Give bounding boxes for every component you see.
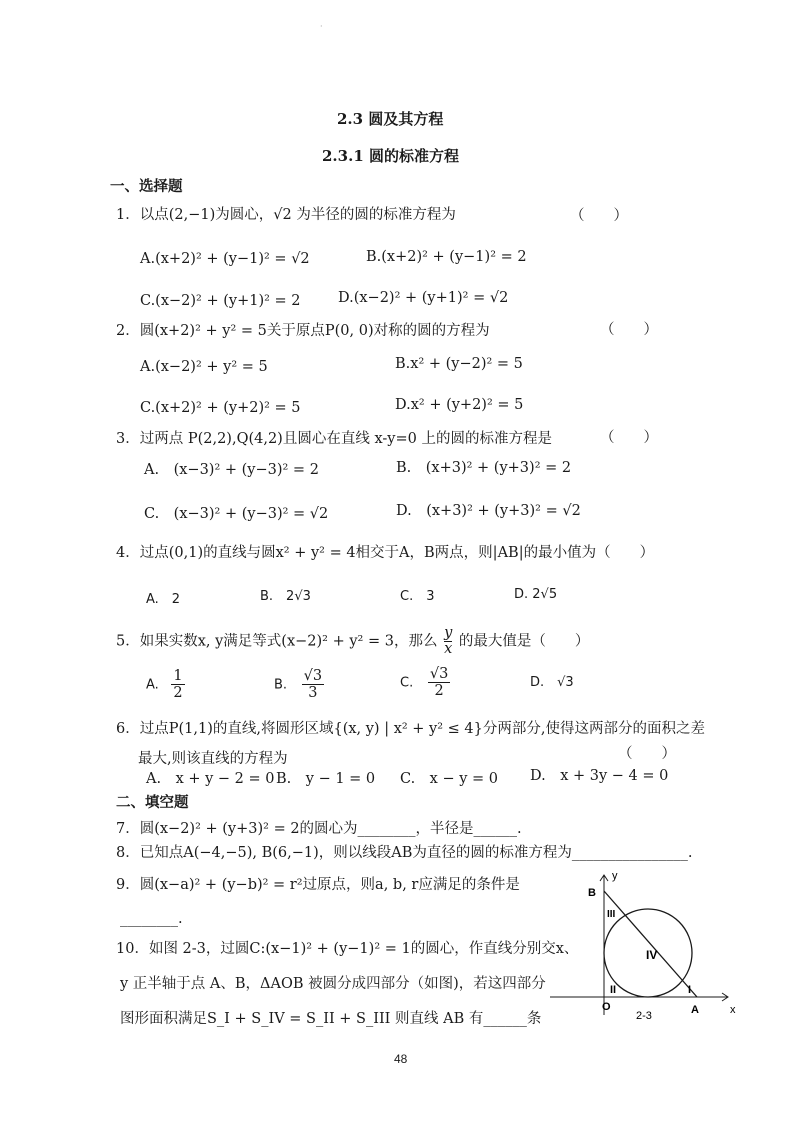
question-5-option-a [146,668,185,701]
question-3-answer-bracket: （ ） [600,430,658,446]
question-9-line-2: ________. [120,911,183,927]
question-6-stem: 6．过点P(1,1)的直线,将圆形区域{(x, y) | x² + y² ≤ 4}分两部分,使得这两部分的面积之差 [116,721,705,737]
question-10-line-1: 10．如图 2-3，过圆C:(x−1)² + (y−1)² = 1的圆心，作直线分别交x、 [116,941,579,957]
question-3-stem: 3．过两点 P(2,2),Q(4,2)且圆心在直线 x-y=0 上的圆的标准方程是 [116,431,552,447]
question-2-option-d: D.x² + (y+2)² = 5 [395,397,524,413]
section-fill-heading: 二、填空题 [116,794,189,811]
label-b: B [588,887,596,899]
figure-caption: 2-3 [636,1010,652,1022]
question-6-option-c: C. x − y = 0 [400,771,499,787]
label-region-iv: IV [646,948,658,962]
question-5-option-d: D. √3 [530,675,574,690]
label-o: O [602,1001,611,1013]
question-5-option-a-fraction [171,668,184,701]
label-x: x [730,1004,736,1016]
question-5-stem-end: 的最大值是（ ） [458,633,590,650]
question-6-option-b: B. y − 1 = 0 [276,771,376,787]
question-1-stem: 1．以点(2,−1)为圆心，√2 为半径的圆的标准方程为 [116,207,456,223]
question-6-option-d: D. x + 3y − 4 = 0 [530,768,669,784]
question-6-answer-bracket: （ ） [618,746,676,762]
question-4-option-d: D. 2√5 [514,587,558,602]
question-7: 7．圆(x−2)² + (y+3)² = 2的圆心为________，半径是______. [116,821,522,837]
line-ab [604,891,697,997]
question-5-option-b-fraction [302,668,324,701]
question-1-option-a: A.(x+2)² + (y−1)² = √2 [140,251,310,267]
label-a: A [691,1004,699,1016]
question-5-option-b-num: √3 [303,668,323,684]
question-2-option-c: C.(x+2)² + (y+2)² = 5 [140,400,301,416]
question-5-option-c-fraction [428,666,450,699]
question-4-option-c: C. 3 [400,589,435,604]
section-choice-heading: 一、选择题 [110,178,183,195]
question-5-stem-start: 5．如果实数x, y满足等式(x−2)² + y² = 3，那么 [116,633,438,650]
question-5-option-b-den: 3 [308,685,318,701]
question-10-line-3: 图形面积满足S_I + S_IV = S_II + S_III 则直线 AB 有______条 [120,1011,542,1027]
question-2-option-a: A.(x−2)² + y² = 5 [140,359,268,375]
question-5-fraction-den: x [444,641,453,657]
scan-mark: · [320,22,323,31]
question-6-option-a: A. x + y − 2 = 0 [146,771,275,787]
question-3-option-b: B. (x+3)² + (y+3)² = 2 [396,460,572,476]
question-4-option-b: B. 2√3 [260,589,311,604]
question-3-option-d: D. (x+3)² + (y+3)² = √2 [396,503,581,519]
question-2-option-b: B.x² + (y−2)² = 5 [395,356,523,372]
page-subtitle: 2.3.1 圆的标准方程 [322,147,459,165]
question-5-option-c [400,666,450,699]
question-5-option-b [274,668,324,701]
question-2-stem: 2．圆(x+2)² + y² = 5关于原点P(0, 0)对称的圆的方程为 [116,323,490,339]
question-5-fraction [444,626,452,657]
question-2-answer-bracket: （ ） [600,322,658,338]
question-5-option-b-label: B. [274,677,288,693]
question-5-stem [116,626,589,657]
label-region-ii: II [610,984,617,996]
question-5-option-a-den: 2 [173,685,183,701]
question-9-line-1: 9．圆(x−a)² + (y−b)² = r²过原点，则a, b, r应满足的条件是 [116,877,520,893]
question-3-option-a: A. (x−3)² + (y−3)² = 2 [144,462,319,478]
question-6-stem-cont: 最大,则该直线的方程为 [138,751,288,767]
question-8: 8．已知点A(−4,−5), B(6,−1)，则以线段AB为直径的圆的标准方程为________________. [116,845,693,861]
label-region-i: I [688,984,692,996]
question-1-option-d: D.(x−2)² + (y+1)² = √2 [338,290,509,306]
question-4-stem: 4．过点(0,1)的直线与圆x² + y² = 4相交于A，B两点，则|AB|的最小值为（ ） [116,545,655,561]
question-1-option-b: B.(x+2)² + (y−1)² = 2 [366,249,527,265]
question-5-option-a-label: A. [146,677,159,693]
question-4-option-a: A. 2 [146,592,181,607]
question-5-option-c-den: 2 [434,683,444,699]
label-y: y [612,870,618,882]
label-region-iii: III [607,909,616,920]
page-number: 48 [394,1052,408,1066]
question-5-option-a-num: 1 [173,668,183,684]
question-5-option-c-label: C. [400,675,414,691]
question-1-option-c: C.(x−2)² + (y+1)² = 2 [140,293,301,309]
page-title: 2.3 圆及其方程 [337,110,444,128]
question-3-option-c: C. (x−3)² + (y−3)² = √2 [144,506,329,522]
question-10-line-2: y 正半轴于点 A、B，ΔAOB 被圆分成四部分（如图)，若这四部分 [120,976,546,992]
question-5-option-c-num: √3 [429,666,449,682]
question-1-answer-bracket: （ ） [570,208,628,224]
question-5-fraction-num: y [444,625,453,641]
figure-2-3 [550,865,750,1035]
